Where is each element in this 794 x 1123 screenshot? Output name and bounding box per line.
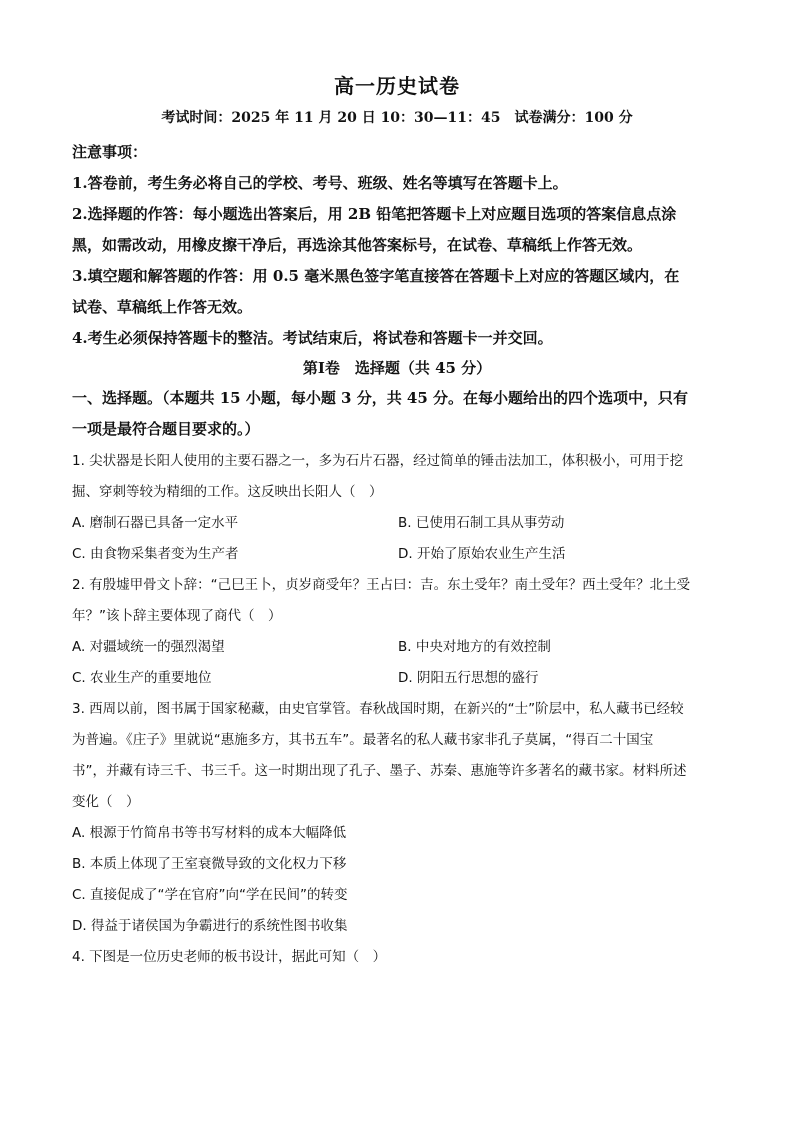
option-b: B. 本质上体现了王室衰微导致的文化权力下移 <box>72 856 347 872</box>
notice-heading: 注意事项： <box>72 143 148 161</box>
notice-item-3-cont: 试卷、草稿纸上作答无效。 <box>72 298 253 316</box>
question-1-options-row <box>72 508 724 539</box>
question-4-stem-line: 4. 下图是一位历史老师的板书设计，据此可知（ ） <box>72 949 387 965</box>
section-instruction <box>72 383 724 445</box>
option-a: A. 对疆域统一的强烈渴望 <box>72 639 225 655</box>
notice-item-1: 1.答卷前，考生务必将自己的学校、考号、班级、姓名等填写在答题卡上。 <box>72 174 568 192</box>
question-2 <box>72 570 724 694</box>
option-d: D. 阴阳五行思想的盛行 <box>398 670 539 686</box>
notice-item-4: 4.考生必须保持答题卡的整洁。考试结束后，将试卷和答题卡一并交回。 <box>72 329 553 347</box>
notice-item-2-cont: 黑，如需改动，用橡皮擦干净后，再选涂其他答案标号，在试卷、草稿纸上作答无效。 <box>72 236 643 254</box>
notice-block <box>72 137 724 354</box>
option-a: A. 磨制石器已具备一定水平 <box>72 515 239 531</box>
section-instruction-line-1: 一、选择题。（本题共 15 小题，每小题 3 分，共 45 分。在每小题给出的四个选项中，只有 <box>72 389 689 407</box>
option-a: A. 根源于竹简帛书等书写材料的成本大幅降低 <box>72 825 347 841</box>
question-2-stem-line: 2. 有殷墟甲骨文卜辞：“己巳王卜，贞岁商受年？王占曰：吉。东土受年？南土受年？西土受年？北土受 <box>72 577 691 593</box>
question-3-stem-line: 为普遍。《庄子》里就说“惠施多方，其书五车”。最著名的私人藏书家非孔子莫属，“得百二十国宝 <box>72 732 654 748</box>
question-3-stem-line: 书”，并藏有诗三千、书三千。这一时期出现了孔子、墨子、苏秦、惠施等许多著名的藏书家。材料所述 <box>72 763 687 779</box>
question-2-options-row <box>72 663 724 694</box>
option-c: C. 由食物采集者变为生产者 <box>72 546 239 562</box>
notice-item-2: 2.选择题的作答：每小题选出答案后，用 2B 铅笔把答题卡上对应题目选项的答案信息点涂 <box>72 205 677 223</box>
question-1 <box>72 446 724 570</box>
option-d: D. 得益于诸侯国为争霸进行的系统性图书收集 <box>72 918 348 934</box>
question-1-stem-line: 1. 尖状器是长阳人使用的主要石器之一，多为石片石器，经过简单的锤击法加工，体积极小，可用于挖 <box>72 453 684 469</box>
question-2-options-row <box>72 632 724 663</box>
option-b: B. 已使用石制工具从事劳动 <box>398 515 565 531</box>
question-1-stem-line: 掘、穿刺等较为精细的工作。这反映出长阳人（ ） <box>72 484 383 500</box>
section-title: 第Ⅰ卷 选择题（共 45 分） <box>302 359 492 377</box>
question-4 <box>72 942 724 973</box>
option-c: C. 直接促成了“学在官府”向“学在民间”的转变 <box>72 887 348 903</box>
question-2-stem-line: 年？”该卜辞主要体现了商代（ ） <box>72 608 282 624</box>
notice-item-3: 3.填空题和解答题的作答：用 0.5 毫米黑色签字笔直接答在答题卡上对应的答题区域内，在 <box>72 267 680 285</box>
question-1-options-row <box>72 539 724 570</box>
exam-info: 考试时间：2025 年 11 月 20 日 10：30—11：45 试卷满分：100 分 <box>161 110 633 126</box>
page-title: 高一历史试卷 <box>334 74 460 98</box>
option-b: B. 中央对地方的有效控制 <box>398 639 551 655</box>
question-3 <box>72 694 724 942</box>
question-3-stem-line: 变化（ ） <box>72 794 140 810</box>
question-3-stem-line: 3. 西周以前，图书属于国家秘藏，由史官掌管。春秋战国时期，在新兴的“士”阶层中，私人藏书已经较 <box>72 701 684 717</box>
section-instruction-line-2: 一项是最符合题目要求的。） <box>72 420 260 438</box>
option-d: D. 开始了原始农业生产生活 <box>398 546 566 562</box>
option-c: C. 农业生产的重要地位 <box>72 670 212 686</box>
